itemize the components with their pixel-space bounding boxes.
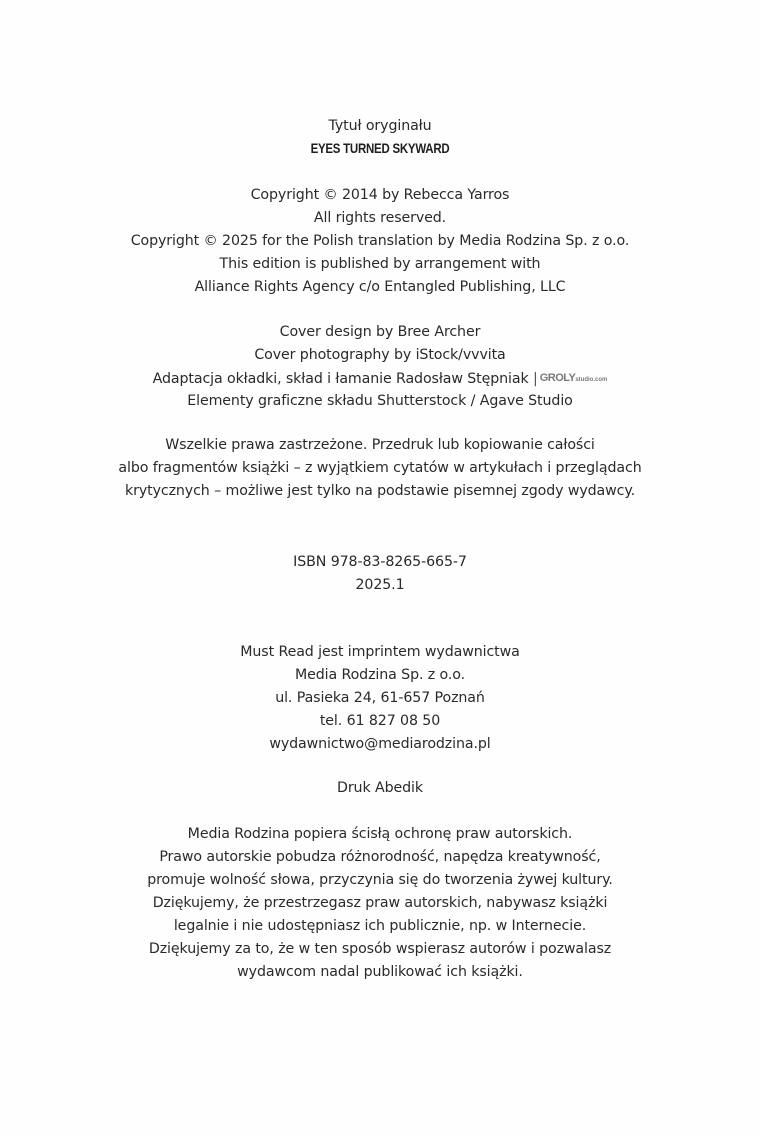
appeal-line: Dziękujemy za to, że w ten sposób wspierasz autorów i pozwalasz bbox=[148, 941, 612, 957]
original-title-label: Tytuł oryginału bbox=[328, 118, 432, 134]
typesetting-credit bbox=[0, 369, 760, 389]
publisher-address: ul. Pasieka 24, 61-657 Poznań bbox=[275, 690, 485, 706]
appeal-line: wydawcom nadal publikować ich książki. bbox=[237, 964, 523, 980]
publisher-phone: tel. 61 827 08 50 bbox=[319, 713, 441, 729]
appeal-line: Media Rodzina popiera ścisłą ochronę praw autorskich. bbox=[187, 826, 573, 842]
copyright-line: All rights reserved. bbox=[313, 210, 447, 226]
cover-photography-credit: Cover photography by iStock/vvvita bbox=[254, 347, 506, 363]
printer: Druk Abedik bbox=[337, 780, 423, 796]
rights-notice-line: Wszelkie prawa zastrzeżone. Przedruk lub kopiowanie całości bbox=[165, 437, 595, 453]
separator: | bbox=[533, 371, 538, 387]
imprint-statement: Must Read jest imprintem wydawnictwa bbox=[240, 644, 520, 660]
appeal-line: promuje wolność słowa, przyczynia się do tworzenia żywej kultury. bbox=[147, 872, 613, 888]
copyright-line: This edition is published by arrangement with bbox=[219, 256, 541, 272]
graphics-credit: Elementy graficzne składu Shutterstock / Agave Studio bbox=[187, 393, 573, 409]
isbn: ISBN 978-83-8265-665-7 bbox=[293, 554, 467, 570]
cover-design-credit: Cover design by Bree Archer bbox=[279, 324, 481, 340]
edition-number: 2025.1 bbox=[355, 577, 405, 593]
typesetting-text: Adaptacja okładki, skład i łamanie Radosław Stępniak bbox=[152, 371, 529, 387]
appeal-line: Prawo autorskie pobudza różnorodność, napędza kreatywność, bbox=[159, 849, 601, 865]
original-title: EYES TURNED SKYWARD bbox=[310, 140, 450, 156]
publisher-email: wydawnictwo@mediarodzina.pl bbox=[269, 736, 491, 752]
rights-notice-line: krytycznych – możliwe jest tylko na podstawie pisemnej zgody wydawcy. bbox=[124, 483, 636, 499]
studio-logo: GROLYstudio.com bbox=[539, 372, 608, 384]
copyright-line: Alliance Rights Agency c/o Entangled Publishing, LLC bbox=[194, 279, 566, 295]
copyright-line: Copyright © 2025 for the Polish translation by Media Rodzina Sp. z o.o. bbox=[130, 233, 630, 249]
appeal-line: Dziękujemy, że przestrzegasz praw autorskich, nabywasz książki bbox=[152, 895, 608, 911]
publisher-name: Media Rodzina Sp. z o.o. bbox=[294, 667, 466, 683]
copyright-line: Copyright © 2014 by Rebecca Yarros bbox=[250, 187, 510, 203]
appeal-line: legalnie i nie udostępniasz ich publicznie, np. w Internecie. bbox=[173, 918, 587, 934]
rights-notice-line: albo fragmentów książki – z wyjątkiem cytatów w artykułach i przeglądach bbox=[118, 460, 642, 476]
